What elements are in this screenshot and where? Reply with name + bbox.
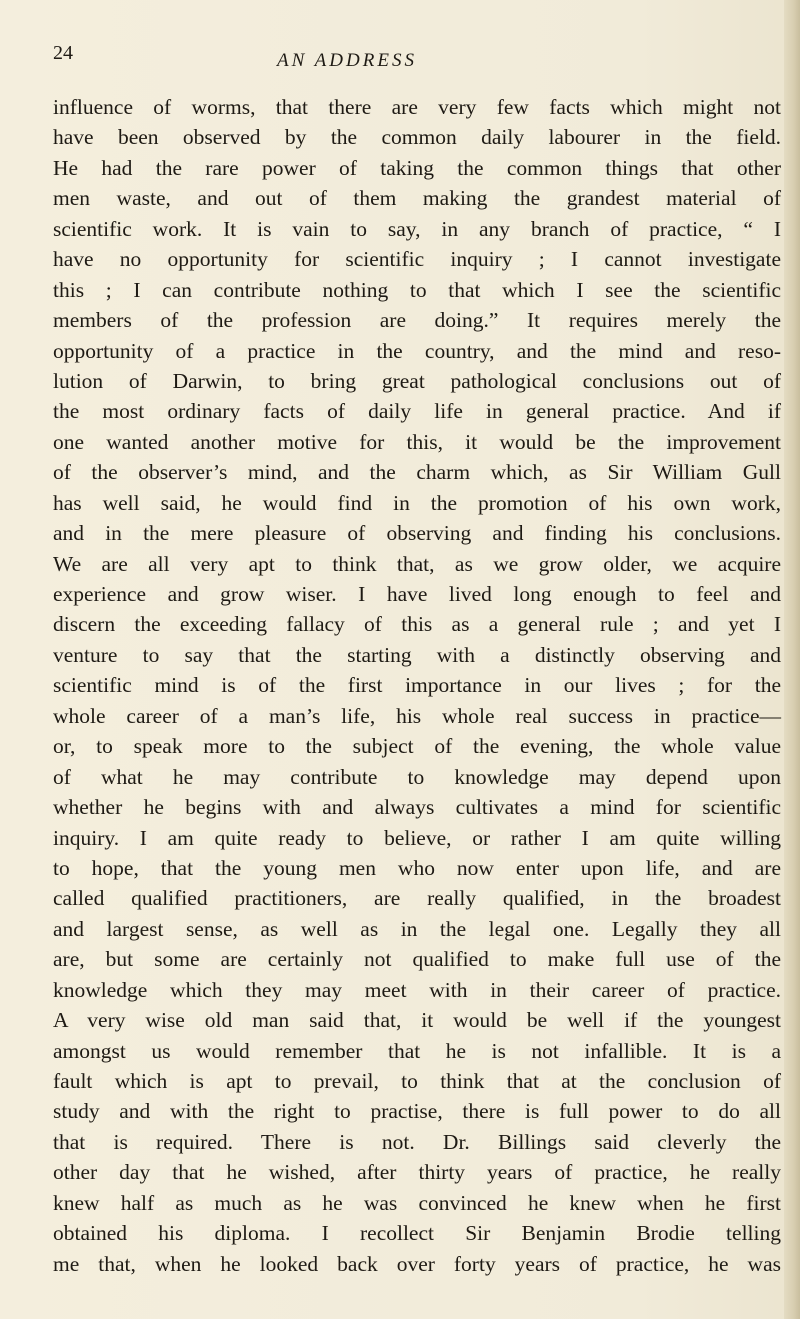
text-line: members of the profession are doing.” It requires merely the [53,308,781,333]
text-line: We are all very apt to think that, as we grow older, we acquire [53,551,781,576]
text-line: this ; I can contribute nothing to that which I see the scientific [53,277,781,302]
text-line: lution of Darwin, to bring great pathological conclusions out of [53,368,781,393]
text-line: one wanted another motive for this, it would be the improvement [53,429,781,454]
text-line: study and with the right to practise, there is full power to do all [53,1099,781,1124]
text-line: of the observer’s mind, and the charm which, as Sir William Gull [53,460,781,485]
text-line: and largest sense, as well as in the legal one. Legally they all [53,916,781,941]
text-line: influence of worms, that there are very few facts which might not [53,95,781,119]
text-line: knew half as much as he was convinced he knew when he first [53,1190,781,1215]
text-line: fault which is apt to prevail, to think that at the conclusion of [53,1069,781,1093]
text-line: amongst us would remember that he is not infallible. It is a [53,1038,781,1063]
text-line: other day that he wished, after thirty years of practice, he really [53,1160,781,1185]
page-number: 24 [53,42,73,64]
text-line: scientific work. It is vain to say, in any branch of practice, “ I [53,216,781,241]
text-line: and in the mere pleasure of observing and finding his conclusions. [53,521,781,546]
text-line: discern the exceeding fallacy of this as a general rule ; and yet I [53,612,781,637]
text-line: opportunity of a practice in the country, and the mind and reso- [53,338,781,363]
text-line: has well said, he would find in the promotion of his own work, [53,490,781,515]
text-line: obtained his diploma. I recollect Sir Benjamin Brodie telling [53,1221,781,1246]
text-line: inquiry. I am quite ready to believe, or rather I am quite willing [53,825,781,850]
text-line: whole career of a man’s life, his whole real success in practice— [53,703,781,728]
text-line: that is required. There is not. Dr. Billings said cleverly the [53,1129,781,1154]
text-line: men waste, and out of them making the grandest material of [53,186,781,211]
page-edge [784,0,800,1319]
text-line: called qualified practitioners, are really qualified, in the broadest [53,886,781,911]
text-line: have been observed by the common daily labourer in the field. [53,125,781,150]
text-line: me that, when he looked back over forty years of practice, he was [53,1251,781,1276]
text-line: the most ordinary facts of daily life in general practice. And if [53,399,781,424]
text-line: to hope, that the young men who now enter upon life, and are [53,855,781,880]
text-line: He had the rare power of taking the common things that other [53,155,781,180]
text-line: are, but some are certainly not qualified to make full use of the [53,947,781,972]
body-text [53,92,781,1279]
running-head: AN ADDRESS [277,50,417,71]
text-line: knowledge which they may meet with in their career of practice. [53,977,781,1002]
text-line: of what he may contribute to knowledge may depend upon [53,764,781,789]
text-line: experience and grow wiser. I have lived long enough to feel and [53,582,781,606]
text-line: A very wise old man said that, it would be well if the youngest [53,1008,781,1033]
text-line: have no opportunity for scientific inquiry ; I cannot investigate [53,247,781,272]
text-line: or, to speak more to the subject of the evening, the whole value [53,734,781,759]
text-line: whether he begins with and always cultivates a mind for scientific [53,795,781,820]
text-line: venture to say that the starting with a distinctly observing and [53,642,781,667]
text-line: scientific mind is of the first importance in our lives ; for the [53,673,781,698]
